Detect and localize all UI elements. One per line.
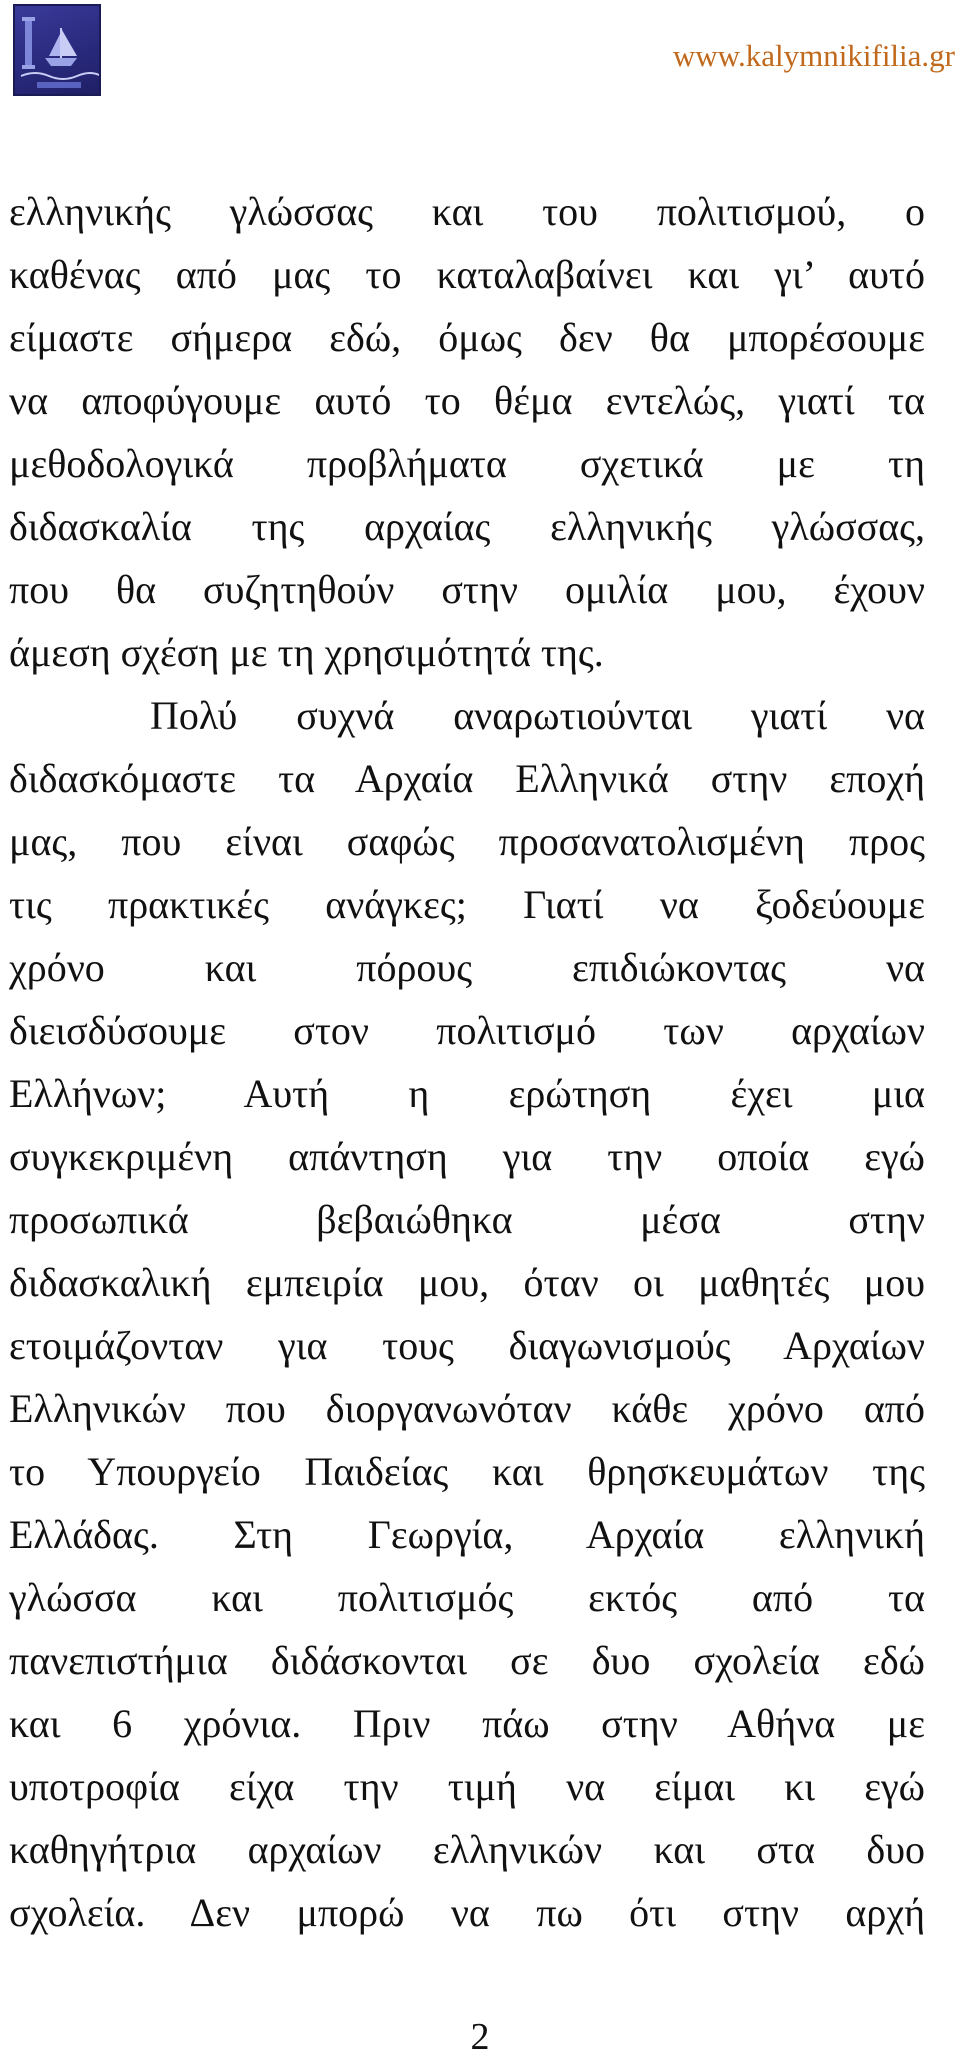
text-line: ελληνικής γλώσσας και του πολιτισμού, ο	[9, 189, 925, 234]
text-line: Ελλάδας. Στη Γεωργία, Αρχαία ελληνική	[9, 1512, 925, 1557]
text-line: και 6 χρόνια. Πριν πάω στην Αθήνα με	[9, 1701, 925, 1746]
text-line: ετοιμάζονταν για τους διαγωνισμούς Αρχαίων	[9, 1323, 925, 1368]
text-line: Ελλήνων; Αυτή η ερώτηση έχει μια	[9, 1071, 925, 1116]
logo-emblem-graphic	[15, 6, 101, 96]
page-number: 2	[470, 2016, 490, 2058]
site-url[interactable]: www.kalymnikifilia.gr	[672, 38, 955, 73]
text-line: Ελληνικών που διοργανωνόταν κάθε χρόνο από	[9, 1386, 925, 1431]
text-line: υποτροφία είχα την τιμή να είμαι κι εγώ	[9, 1764, 925, 1809]
text-line: διδασκόμαστε τα Αρχαία Ελληνικά στην εποχή	[9, 756, 925, 801]
text-line: μας, που είναι σαφώς προσανατολισμένη προς	[9, 819, 925, 864]
document-body	[9, 180, 925, 1944]
text-line: τις πρακτικές ανάγκες; Γιατί να ξοδεύουμε	[9, 882, 925, 927]
text-line: διδασκαλική εμπειρία μου, όταν οι μαθητές μου	[9, 1260, 925, 1305]
text-line: διεισδύσουμε στον πολιτισμό των αρχαίων	[9, 1008, 925, 1053]
text-line: διδασκαλία της αρχαίας ελληνικής γλώσσας,	[9, 504, 925, 549]
text-line: να αποφύγουμε αυτό το θέμα εντελώς, γιατί τα	[9, 378, 925, 423]
text-line: προσωπικά βεβαιώθηκα μέσα στην	[9, 1197, 925, 1242]
text-line: το Υπουργείο Παιδείας και θρησκευμάτων της	[9, 1449, 925, 1494]
text-line: καθένας από μας το καταλαβαίνει και γι’ αυτό	[9, 252, 925, 297]
text-line: σχολεία. Δεν μπορώ να πω ότι στην αρχή	[9, 1890, 925, 1935]
text-line: Πολύ συχνά αναρωτιούνται γιατί να	[150, 693, 925, 738]
text-line: είμαστε σήμερα εδώ, όμως δεν θα μπορέσουμε	[9, 315, 925, 360]
text-line: συγκεκριμένη απάντηση για την οποία εγώ	[9, 1134, 925, 1179]
text-line: που θα συζητηθούν στην ομιλία μου, έχουν	[9, 567, 925, 612]
text-line: χρόνο και πόρους επιδιώκοντας να	[9, 945, 925, 990]
text-line: γλώσσα και πολιτισμός εκτός από τα	[9, 1575, 925, 1620]
text-line: μεθοδολογικά προβλήματα σχετικά με τη	[9, 441, 925, 486]
text-line: άμεση σχέση με τη χρησιμότητά της.	[9, 630, 604, 675]
kalymniki-filia-logo-icon	[13, 4, 101, 96]
text-line: πανεπιστήμια διδάσκονται σε δυο σχολεία εδώ	[9, 1638, 925, 1683]
text-line: καθηγήτρια αρχαίων ελληνικών και στα δυο	[9, 1827, 925, 1872]
